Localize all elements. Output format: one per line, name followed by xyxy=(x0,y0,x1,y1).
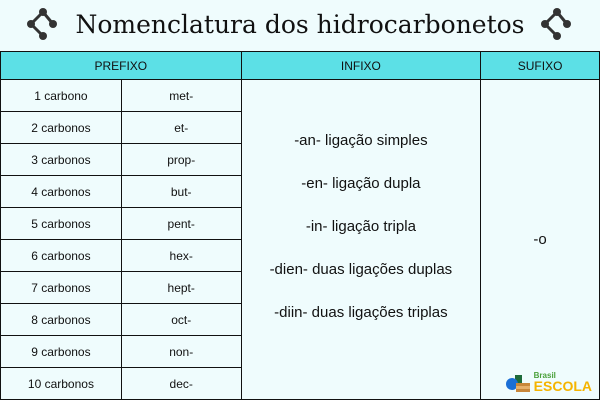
infix: -diin- duas ligações triplas xyxy=(274,304,448,321)
prefix: non- xyxy=(121,336,241,368)
logo-text-top: Brasil xyxy=(533,371,556,380)
nomenclature-table xyxy=(0,51,600,400)
header-suffix: SUFIXO xyxy=(481,52,600,80)
infix-cell xyxy=(241,80,481,400)
infix: -in- ligação tripla xyxy=(305,218,416,235)
carbon-count: 8 carbonos xyxy=(1,304,122,336)
logo-text-bottom: ESCOLA xyxy=(533,378,592,394)
carbon-count: 9 carbonos xyxy=(1,336,122,368)
prefix: et- xyxy=(121,112,241,144)
infix: -en- ligação dupla xyxy=(301,175,421,192)
prefix: but- xyxy=(121,176,241,208)
carbon-count: 5 carbonos xyxy=(1,208,122,240)
infix: -an- ligação simples xyxy=(294,132,428,149)
title-bar xyxy=(0,4,600,44)
molecule-icon xyxy=(23,4,63,44)
header-infix: INFIXO xyxy=(241,52,481,80)
prefix: hept- xyxy=(121,272,241,304)
prefix: pent- xyxy=(121,208,241,240)
suffix-cell: -o xyxy=(481,80,600,400)
carbon-count: 7 carbonos xyxy=(1,272,122,304)
prefix: dec- xyxy=(121,368,241,400)
carbon-count: 6 carbonos xyxy=(1,240,122,272)
page-title: Nomenclatura dos hidrocarbonetos xyxy=(75,9,525,39)
prefix: hex- xyxy=(121,240,241,272)
prefix: prop- xyxy=(121,144,241,176)
carbon-count: 1 carbono xyxy=(1,80,122,112)
carbon-count: 4 carbonos xyxy=(1,176,122,208)
carbon-count: 10 carbonos xyxy=(1,368,122,400)
globe-books-icon xyxy=(505,372,531,392)
table-row xyxy=(1,80,600,112)
prefix: oct- xyxy=(121,304,241,336)
header-prefix: PREFIXO xyxy=(1,52,242,80)
brasil-escola-logo xyxy=(505,371,592,392)
infix: -dien- duas ligações duplas xyxy=(269,261,453,278)
carbon-count: 3 carbonos xyxy=(1,144,122,176)
prefix: met- xyxy=(121,80,241,112)
carbon-count: 2 carbonos xyxy=(1,112,122,144)
molecule-icon xyxy=(537,4,577,44)
